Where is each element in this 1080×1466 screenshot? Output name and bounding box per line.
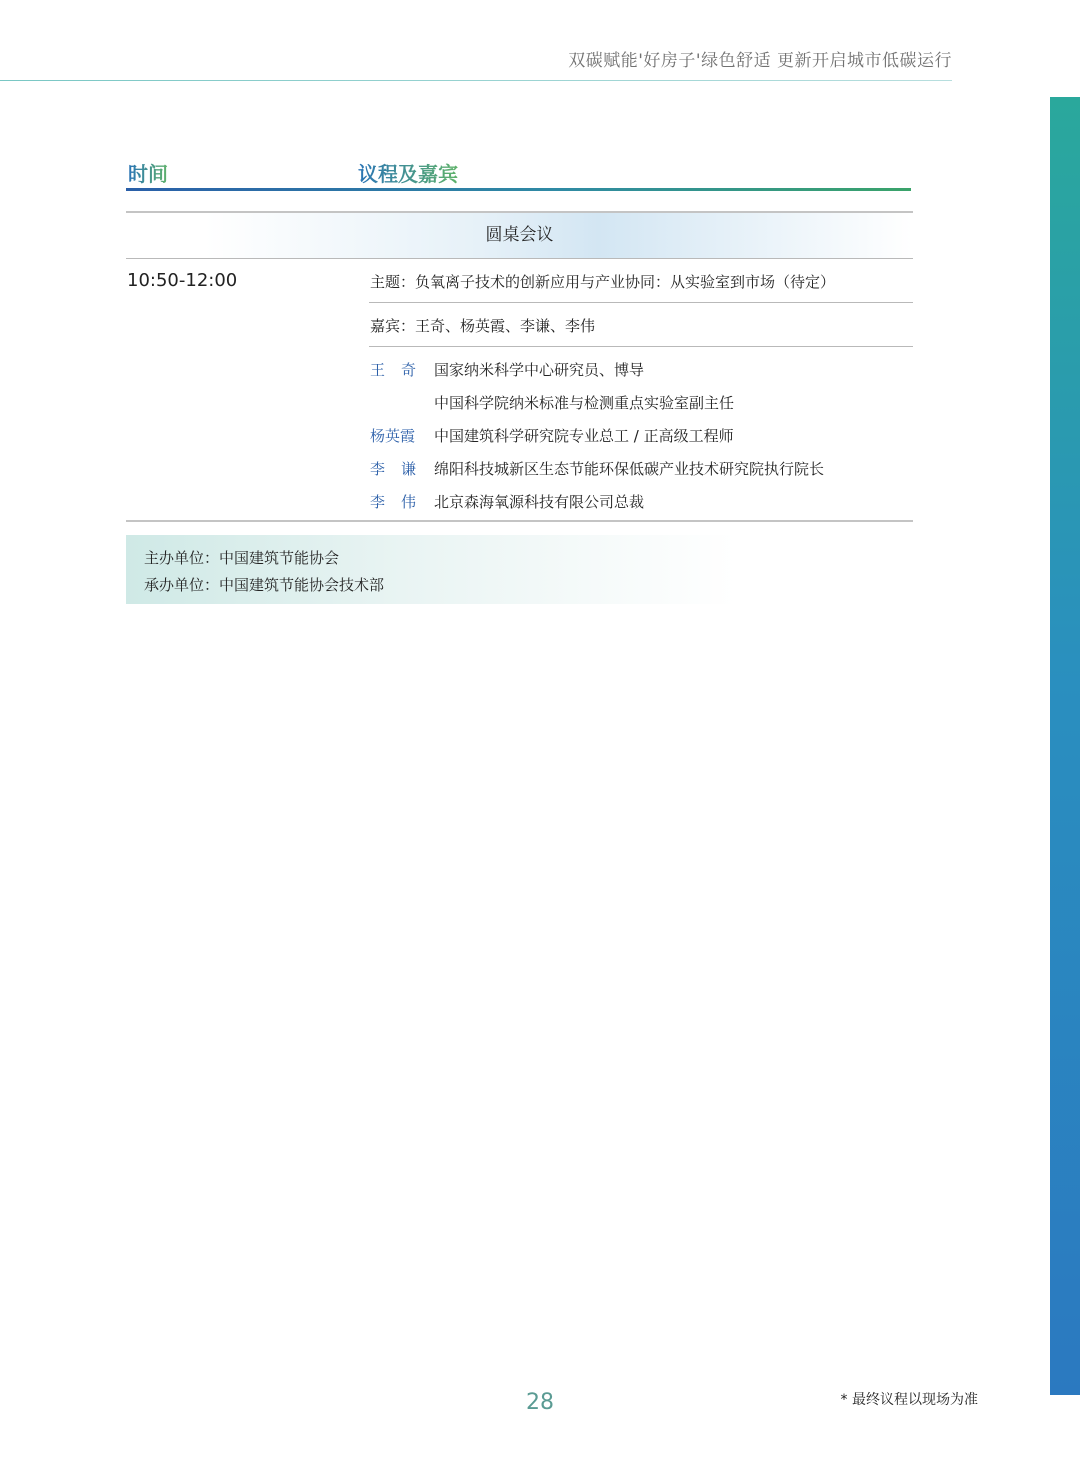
organizer-host: 主办单位：中国建筑节能协会 <box>144 549 340 567</box>
guest-role: 中国建筑科学研究院专业总工 / 正高级工程师 <box>434 427 734 445</box>
session-topic: 主题：负氧离子技术的创新应用与产业协同：从实验室到市场（待定） <box>370 273 836 291</box>
guest-role: 国家纳米科学中心研究员、博导 <box>434 361 645 379</box>
page-number: 28 <box>526 1390 554 1415</box>
session-bottom-rule <box>126 258 913 259</box>
topic-rule <box>369 302 913 303</box>
column-header-time: 时间 <box>128 158 168 187</box>
header-divider <box>0 80 952 81</box>
column-header-agenda: 议程及嘉宾 <box>358 158 458 187</box>
guest-role: 北京森海氧源科技有限公司总裁 <box>434 493 645 511</box>
guest-name: 李谦 <box>370 460 433 478</box>
guests-rule <box>369 346 913 347</box>
footnote: * 最终议程以现场为准 <box>840 1392 978 1408</box>
guest-name: 王奇 <box>370 361 433 379</box>
guest-role: 中国科学院纳米标准与检测重点实验室副主任 <box>434 394 735 412</box>
column-header-rule <box>126 188 911 191</box>
organizer-executor: 承办单位：中国建筑节能协会技术部 <box>144 576 385 594</box>
session-end-rule <box>126 520 913 522</box>
guest-name: 李伟 <box>370 493 433 511</box>
side-accent-bar <box>1050 97 1080 1395</box>
guest-name: 杨英霞 <box>370 427 416 445</box>
guest-role: 绵阳科技城新区生态节能环保低碳产业技术研究院执行院长 <box>434 460 825 478</box>
session-title: 圆桌会议 <box>485 225 554 245</box>
session-guests-line: 嘉宾：王奇、杨英霞、李谦、李伟 <box>370 317 596 335</box>
session-time: 10:50-12:00 <box>127 270 238 291</box>
header-title: 双碳赋能'好房子'绿色舒适 更新开启城市低碳运行 <box>568 51 952 71</box>
